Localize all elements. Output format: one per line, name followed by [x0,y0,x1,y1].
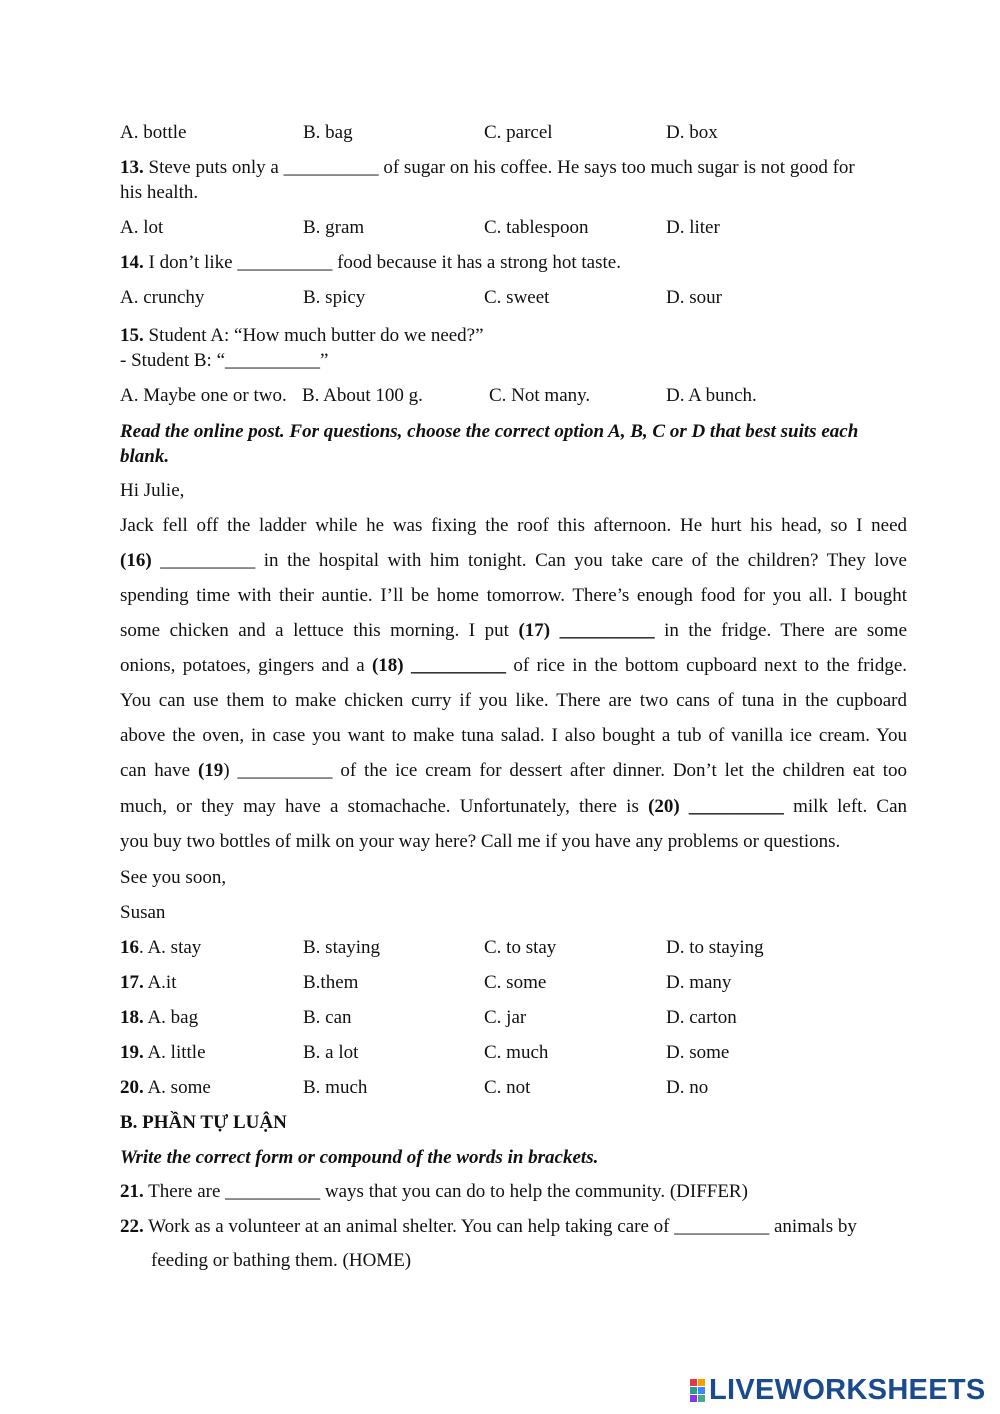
q21-text: There are __________ ways that you can do to help the community. (DIFFER) [143,1181,748,1202]
letter-line-2 [120,549,907,573]
letter-line-10: you buy two bottles of milk on your way here? Call me if you have any problems or questions. [120,831,841,852]
q15-stem-line1 [120,324,484,348]
q14-option-c: C. sweet [484,287,550,308]
q14-text: I don’t like __________ food because it has a strong hot taste. [143,252,621,273]
blank-20-label: (20) __________ [648,796,784,817]
answer-20-option-b: B. much [303,1077,368,1098]
answer-18-option-d: D. carton [666,1007,737,1028]
q13-option-d: D. liter [666,217,720,238]
q15-option-a: A. Maybe one or two. [120,385,287,406]
answer-16-option-d: D. to staying [666,937,764,958]
answer-19-option-d: D. some [666,1042,730,1063]
letter-closing: See you soon, [120,867,227,888]
q15-stem-line2: - Student B: “__________” [120,350,329,371]
q13-option-c: C. tablespoon [484,217,589,238]
q13-stem-line2: his health. [120,182,199,203]
liveworksheets-logo [690,1373,990,1407]
letter-line-6: You can use them to make chicken curry if you like. There are two cans of tuna in the cupboard [120,690,907,711]
answer-17-option-c: C. some [484,972,547,993]
answer-17-option-d: D. many [666,972,732,993]
q14-option-a: A. crunchy [120,287,205,308]
letter-line-9 [120,795,907,819]
q13-number: 13. [120,157,144,178]
answer-16-a-text: A. stay [147,937,202,958]
reading-instruction-line1: Read the online post. For questions, choose the correct option A, B, C or D that best suits each [120,421,859,442]
answer-19-a-text: A. little [147,1042,206,1063]
letter-line-4-c: in the fridge. There are some [654,620,908,641]
answer-19-option-c: C. much [484,1042,549,1063]
section-b-instruction: Write the correct form or compound of the words in brackets. [120,1147,599,1168]
answer-17-a-text: A.it [147,972,177,993]
letter-line-8 [120,759,907,783]
q15-option-c: C. Not many. [489,385,591,406]
q12-option-d: D. box [666,122,718,143]
logo-tile-3 [690,1387,697,1394]
q13-stem-line1 [120,156,855,180]
q13-option-a: A. lot [120,217,164,238]
letter-line-8-c: ) __________ of the ice cream for dessert after dinner. Don’t let the children eat too [223,760,908,781]
answer-19-number: 19. [120,1042,144,1063]
answer-20-option-a [120,1076,211,1100]
answer-16-option-a [120,936,201,960]
letter-line-2-text: __________ in the hospital with him tonight. Can you take care of the children? They love [151,550,907,571]
answer-18-number: 18. [120,1007,144,1028]
blank-16-label: (16) [120,550,152,571]
q21-number: 21. [120,1181,144,1202]
answer-18-a-text: A. bag [147,1007,199,1028]
liveworksheets-logo-icon [690,1379,705,1402]
q15-option-d: D. A bunch. [666,385,757,406]
answer-18-option-b: B. can [303,1007,352,1028]
answer-18-option-c: C. jar [484,1007,527,1028]
answer-17-option-a [120,971,176,995]
answer-16-option-b: B. staying [303,937,381,958]
letter-line-8-a: can have [120,760,198,781]
answer-20-option-c: C. not [484,1077,531,1098]
answer-20-number: 20. [120,1077,144,1098]
q22-stem-line1 [120,1215,857,1239]
q12-option-a: A. bottle [120,122,187,143]
q15-option-b: B. About 100 g. [302,385,423,406]
logo-tile-1 [690,1379,697,1386]
answer-19-option-b: B. a lot [303,1042,359,1063]
q12-option-b: B. bag [303,122,353,143]
q13-option-b: B. gram [303,217,365,238]
q22-text-1: Work as a volunteer at an animal shelter. You can help taking care of __________ animals by [143,1216,857,1237]
q22-number: 22. [120,1216,144,1237]
logo-tile-5 [690,1395,697,1402]
q14-option-d: D. sour [666,287,722,308]
q22-stem-line2: feeding or bathing them. (HOME) [151,1250,412,1271]
answer-18-option-a [120,1006,198,1030]
letter-line-5-c: of rice in the bottom cupboard next to the fridge. [505,655,908,676]
blank-18-label: (18) __________ [371,655,506,676]
letter-line-1: Jack fell off the ladder while he was fixing the roof this afternoon. He hurt his head, so I need [120,515,907,536]
reading-instruction-line2: blank. [120,446,170,467]
q14-stem [120,251,621,275]
letter-line-5 [120,654,907,678]
q15-number: 15. [120,325,144,346]
letter-line-7: above the oven, in case you want to make tuna salad. I also bought a tub of vanilla ice cream. You [120,725,907,746]
q14-number: 14. [120,252,144,273]
q21-stem [120,1180,748,1204]
section-b-title: B. PHẦN TỰ LUẬN [120,1112,287,1133]
q12-option-c: C. parcel [484,122,553,143]
q14-option-b: B. spicy [303,287,366,308]
logo-tile-2 [698,1379,705,1386]
liveworksheets-logo-text: LIVEWORKSHEETS [709,1373,986,1406]
letter-line-3: spending time with their auntie. I’ll be home tomorrow. There’s enough food for you all. I bought [120,585,907,606]
answer-16-option-c: C. to stay [484,937,557,958]
answer-16-number: 16 [120,937,139,958]
answer-17-option-b: B.them [303,972,359,993]
letter-line-9-c: milk left. Can [783,796,908,817]
answer-20-a-text: A. some [147,1077,211,1098]
q15-text-1: Student A: “How much butter do we need?” [143,325,484,346]
letter-line-4-a: some chicken and a lettuce this morning. I put [120,620,519,641]
q13-text-1: Steve puts only a __________ of sugar on his coffee. He says too much sugar is not good for [143,157,855,178]
letter-signature: Susan [120,902,166,923]
answer-19-option-a [120,1041,206,1065]
logo-tile-4 [698,1387,705,1394]
blank-17-label: (17) __________ [518,620,655,641]
answer-17-number: 17. [120,972,144,993]
letter-line-5-a: onions, potatoes, gingers and a [120,655,372,676]
blank-19-label: (19 [197,760,224,781]
letter-greeting: Hi Julie, [120,480,185,501]
answer-20-option-d: D. no [666,1077,709,1098]
letter-line-9-a: much, or they may have a stomachache. Unfortunately, there is [120,796,649,817]
answer-16-sep: . [139,937,148,958]
letter-line-4 [120,619,907,643]
logo-tile-6 [698,1395,705,1402]
